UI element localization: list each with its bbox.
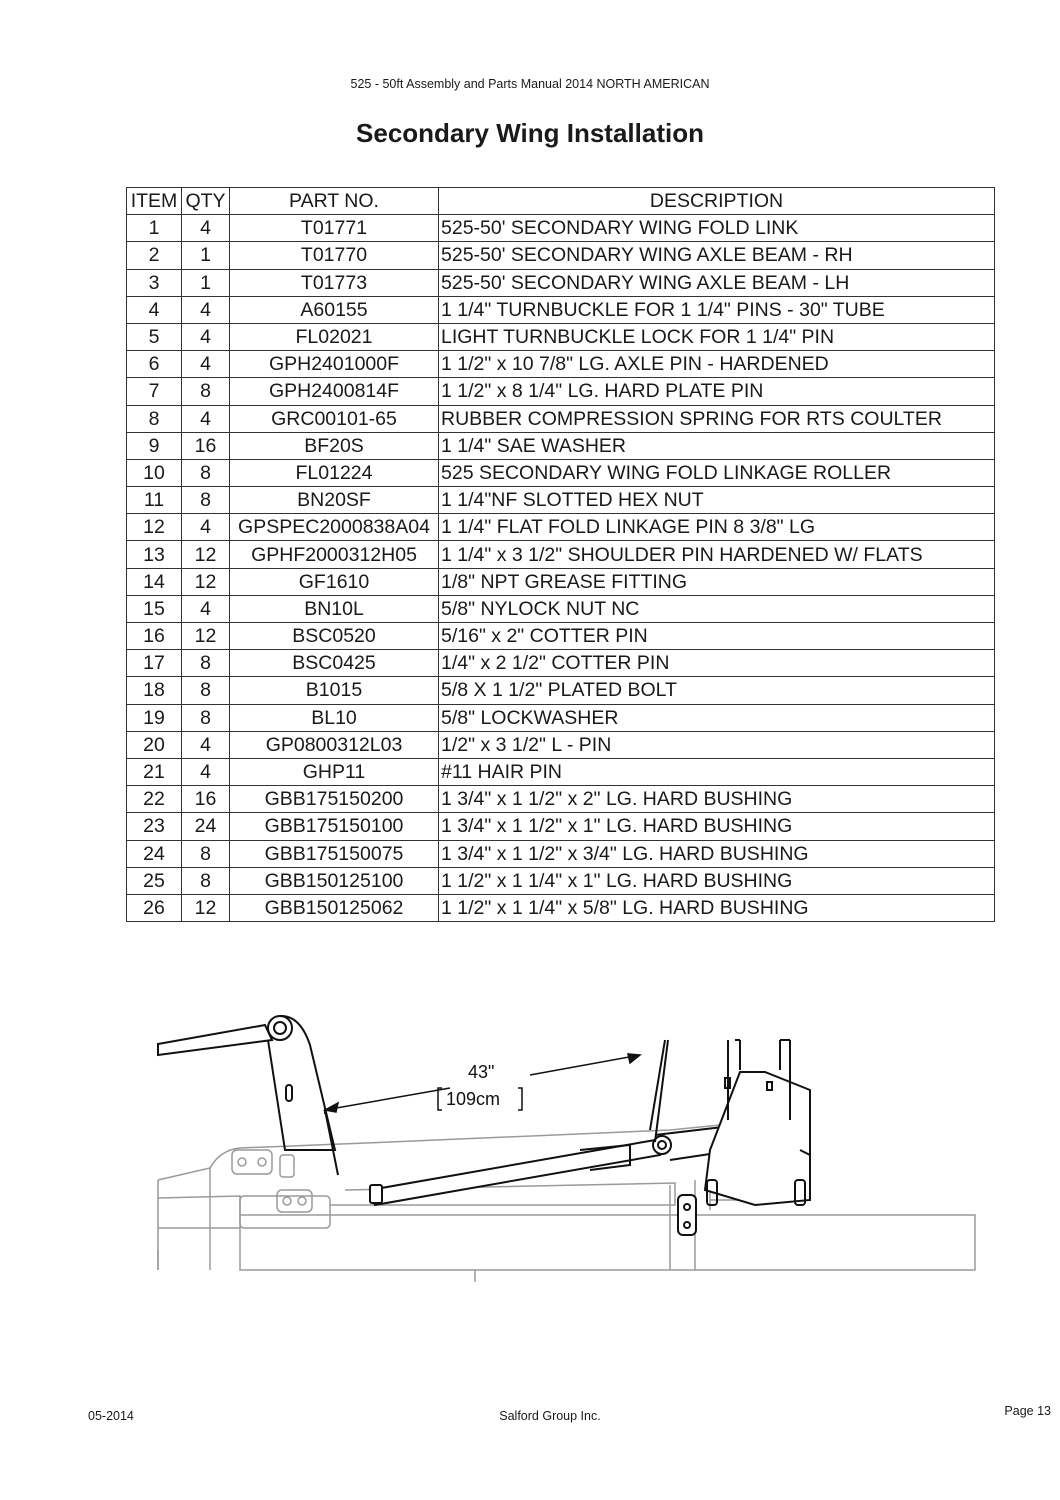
cell-qty: 4 — [182, 405, 230, 432]
cell-qty: 4 — [182, 215, 230, 242]
table-row — [127, 296, 995, 323]
cell-description: 1/8" NPT GREASE FITTING — [439, 568, 995, 595]
table-row — [127, 731, 995, 758]
cell-qty: 16 — [182, 432, 230, 459]
cell-description: 5/16" x 2" COTTER PIN — [439, 623, 995, 650]
cell-qty: 8 — [182, 378, 230, 405]
cell-qty: 4 — [182, 351, 230, 378]
cell-part-no: GPH2401000F — [230, 351, 439, 378]
fold-linkage — [158, 1016, 810, 1300]
cell-part-no: BN10L — [230, 595, 439, 622]
cell-item: 9 — [127, 432, 182, 459]
cell-part-no: GPSPEC2000838A04 — [230, 514, 439, 541]
cell-part-no: T01770 — [230, 242, 439, 269]
cell-description: 1 1/4" FLAT FOLD LINKAGE PIN 8 3/8" LG — [439, 514, 995, 541]
cell-item: 8 — [127, 405, 182, 432]
cell-item: 16 — [127, 623, 182, 650]
cell-description: #11 HAIR PIN — [439, 758, 995, 785]
parts-table — [126, 187, 995, 922]
table-row — [127, 595, 995, 622]
cell-qty: 4 — [182, 296, 230, 323]
cell-part-no: A60155 — [230, 296, 439, 323]
footer-company: Salford Group Inc. — [499, 1409, 601, 1423]
cell-description: 1/2" x 3 1/2" L - PIN — [439, 731, 995, 758]
cell-description: LIGHT TURNBUCKLE LOCK FOR 1 1/4" PIN — [439, 323, 995, 350]
cell-description: 1 1/2" x 1 1/4" x 1" LG. HARD BUSHING — [439, 867, 995, 894]
table-row — [127, 650, 995, 677]
cell-item: 12 — [127, 514, 182, 541]
cell-item: 15 — [127, 595, 182, 622]
cell-item: 3 — [127, 269, 182, 296]
cell-qty: 4 — [182, 731, 230, 758]
cell-qty: 12 — [182, 894, 230, 921]
table-row — [127, 623, 995, 650]
cell-description: 1 3/4" x 1 1/2" x 2" LG. HARD BUSHING — [439, 786, 995, 813]
cell-description: 1 1/2" x 8 1/4" LG. HARD PLATE PIN — [439, 378, 995, 405]
cell-item: 7 — [127, 378, 182, 405]
page-title: Secondary Wing Installation — [356, 118, 704, 148]
cell-qty: 4 — [182, 758, 230, 785]
column-header-description: DESCRIPTION — [439, 188, 995, 215]
footer-date: 05-2014 — [88, 1409, 134, 1423]
cell-description: 1 1/2" x 10 7/8" LG. AXLE PIN - HARDENED — [439, 351, 995, 378]
table-row — [127, 704, 995, 731]
table-row — [127, 867, 995, 894]
cell-item: 10 — [127, 459, 182, 486]
cell-qty: 16 — [182, 786, 230, 813]
dimension-metric-label: 109cm — [446, 1089, 501, 1109]
cell-part-no: BSC0520 — [230, 623, 439, 650]
frame-background — [158, 1125, 975, 1282]
cell-part-no: FL02021 — [230, 323, 439, 350]
table-row — [127, 840, 995, 867]
table-row — [127, 894, 995, 921]
cell-part-no: GPHF2000312H05 — [230, 541, 439, 568]
cell-description: 1/4" x 2 1/2" COTTER PIN — [439, 650, 995, 677]
cell-part-no: GPH2400814F — [230, 378, 439, 405]
cell-item: 5 — [127, 323, 182, 350]
table-row — [127, 351, 995, 378]
cell-item: 20 — [127, 731, 182, 758]
cell-part-no: GBB175150100 — [230, 813, 439, 840]
cell-description: 5/8" NYLOCK NUT NC — [439, 595, 995, 622]
cell-part-no: FL01224 — [230, 459, 439, 486]
table-row — [127, 514, 995, 541]
cell-qty: 8 — [182, 704, 230, 731]
parts-table-body — [127, 215, 995, 922]
footer-page-number: Page 13 — [1004, 1404, 1051, 1418]
cell-part-no: GHP11 — [230, 758, 439, 785]
cell-qty: 8 — [182, 840, 230, 867]
table-row — [127, 677, 995, 704]
table-row — [127, 432, 995, 459]
cell-qty: 24 — [182, 813, 230, 840]
cell-qty: 4 — [182, 323, 230, 350]
table-row — [127, 215, 995, 242]
cell-part-no: GF1610 — [230, 568, 439, 595]
cell-item: 14 — [127, 568, 182, 595]
cell-part-no: GP0800312L03 — [230, 731, 439, 758]
cell-item: 22 — [127, 786, 182, 813]
table-row — [127, 378, 995, 405]
cell-part-no: B1015 — [230, 677, 439, 704]
cell-qty: 12 — [182, 623, 230, 650]
table-row — [127, 242, 995, 269]
table-row — [127, 813, 995, 840]
cell-item: 25 — [127, 867, 182, 894]
column-header-item: ITEM — [127, 188, 182, 215]
cell-description: 1 1/4" TURNBUCKLE FOR 1 1/4" PINS - 30" TUBE — [439, 296, 995, 323]
cell-description: 525 SECONDARY WING FOLD LINKAGE ROLLER — [439, 459, 995, 486]
cell-item: 23 — [127, 813, 182, 840]
cell-qty: 4 — [182, 514, 230, 541]
column-header-part-no: PART NO. — [230, 188, 439, 215]
cell-item: 17 — [127, 650, 182, 677]
cell-description: 1 1/2" x 1 1/4" x 5/8" LG. HARD BUSHING — [439, 894, 995, 921]
cell-qty: 8 — [182, 459, 230, 486]
cell-description: 5/8" LOCKWASHER — [439, 704, 995, 731]
cell-item: 18 — [127, 677, 182, 704]
cell-qty: 12 — [182, 568, 230, 595]
cell-description: RUBBER COMPRESSION SPRING FOR RTS COULTER — [439, 405, 995, 432]
table-row — [127, 758, 995, 785]
cell-description: 1 3/4" x 1 1/2" x 1" LG. HARD BUSHING — [439, 813, 995, 840]
cell-part-no: BF20S — [230, 432, 439, 459]
document-header: 525 - 50ft Assembly and Parts Manual 2014 NORTH AMERICAN — [350, 77, 710, 91]
cell-qty: 8 — [182, 867, 230, 894]
cell-description: 5/8 X 1 1/2" PLATED BOLT — [439, 677, 995, 704]
cell-description: 525-50' SECONDARY WING AXLE BEAM - LH — [439, 269, 995, 296]
cell-item: 1 — [127, 215, 182, 242]
cell-part-no: GBB150125100 — [230, 867, 439, 894]
cell-part-no: GBB175150075 — [230, 840, 439, 867]
cell-qty: 12 — [182, 541, 230, 568]
cell-item: 26 — [127, 894, 182, 921]
table-row — [127, 786, 995, 813]
cell-part-no: BSC0425 — [230, 650, 439, 677]
cell-qty: 8 — [182, 677, 230, 704]
cell-item: 4 — [127, 296, 182, 323]
secondary-wing-diagram — [150, 1000, 980, 1300]
cell-qty: 1 — [182, 269, 230, 296]
cell-item: 24 — [127, 840, 182, 867]
cell-description: 525-50' SECONDARY WING FOLD LINK — [439, 215, 995, 242]
cell-description: 1 3/4" x 1 1/2" x 3/4" LG. HARD BUSHING — [439, 840, 995, 867]
table-row — [127, 405, 995, 432]
table-row — [127, 323, 995, 350]
table-row — [127, 568, 995, 595]
cell-item: 11 — [127, 487, 182, 514]
table-row — [127, 487, 995, 514]
cell-qty: 1 — [182, 242, 230, 269]
cell-part-no: GRC00101-65 — [230, 405, 439, 432]
cell-item: 2 — [127, 242, 182, 269]
cell-qty: 8 — [182, 487, 230, 514]
cell-qty: 8 — [182, 650, 230, 677]
cell-part-no: GBB175150200 — [230, 786, 439, 813]
cell-part-no: T01771 — [230, 215, 439, 242]
cell-item: 13 — [127, 541, 182, 568]
table-header-row — [127, 188, 995, 215]
column-header-qty: QTY — [182, 188, 230, 215]
cell-part-no: BL10 — [230, 704, 439, 731]
table-row — [127, 459, 995, 486]
cell-description: 1 1/4" SAE WASHER — [439, 432, 995, 459]
cell-item: 19 — [127, 704, 182, 731]
cell-part-no: GBB150125062 — [230, 894, 439, 921]
cell-description: 1 1/4"NF SLOTTED HEX NUT — [439, 487, 995, 514]
cell-part-no: BN20SF — [230, 487, 439, 514]
cell-part-no: T01773 — [230, 269, 439, 296]
cell-description: 525-50' SECONDARY WING AXLE BEAM - RH — [439, 242, 995, 269]
table-row — [127, 269, 995, 296]
cell-description: 1 1/4" x 3 1/2" SHOULDER PIN HARDENED W/ FLATS — [439, 541, 995, 568]
dimension-imperial-label: 43" — [468, 1062, 495, 1082]
cell-item: 21 — [127, 758, 182, 785]
cell-qty: 4 — [182, 595, 230, 622]
cell-item: 6 — [127, 351, 182, 378]
table-row — [127, 541, 995, 568]
